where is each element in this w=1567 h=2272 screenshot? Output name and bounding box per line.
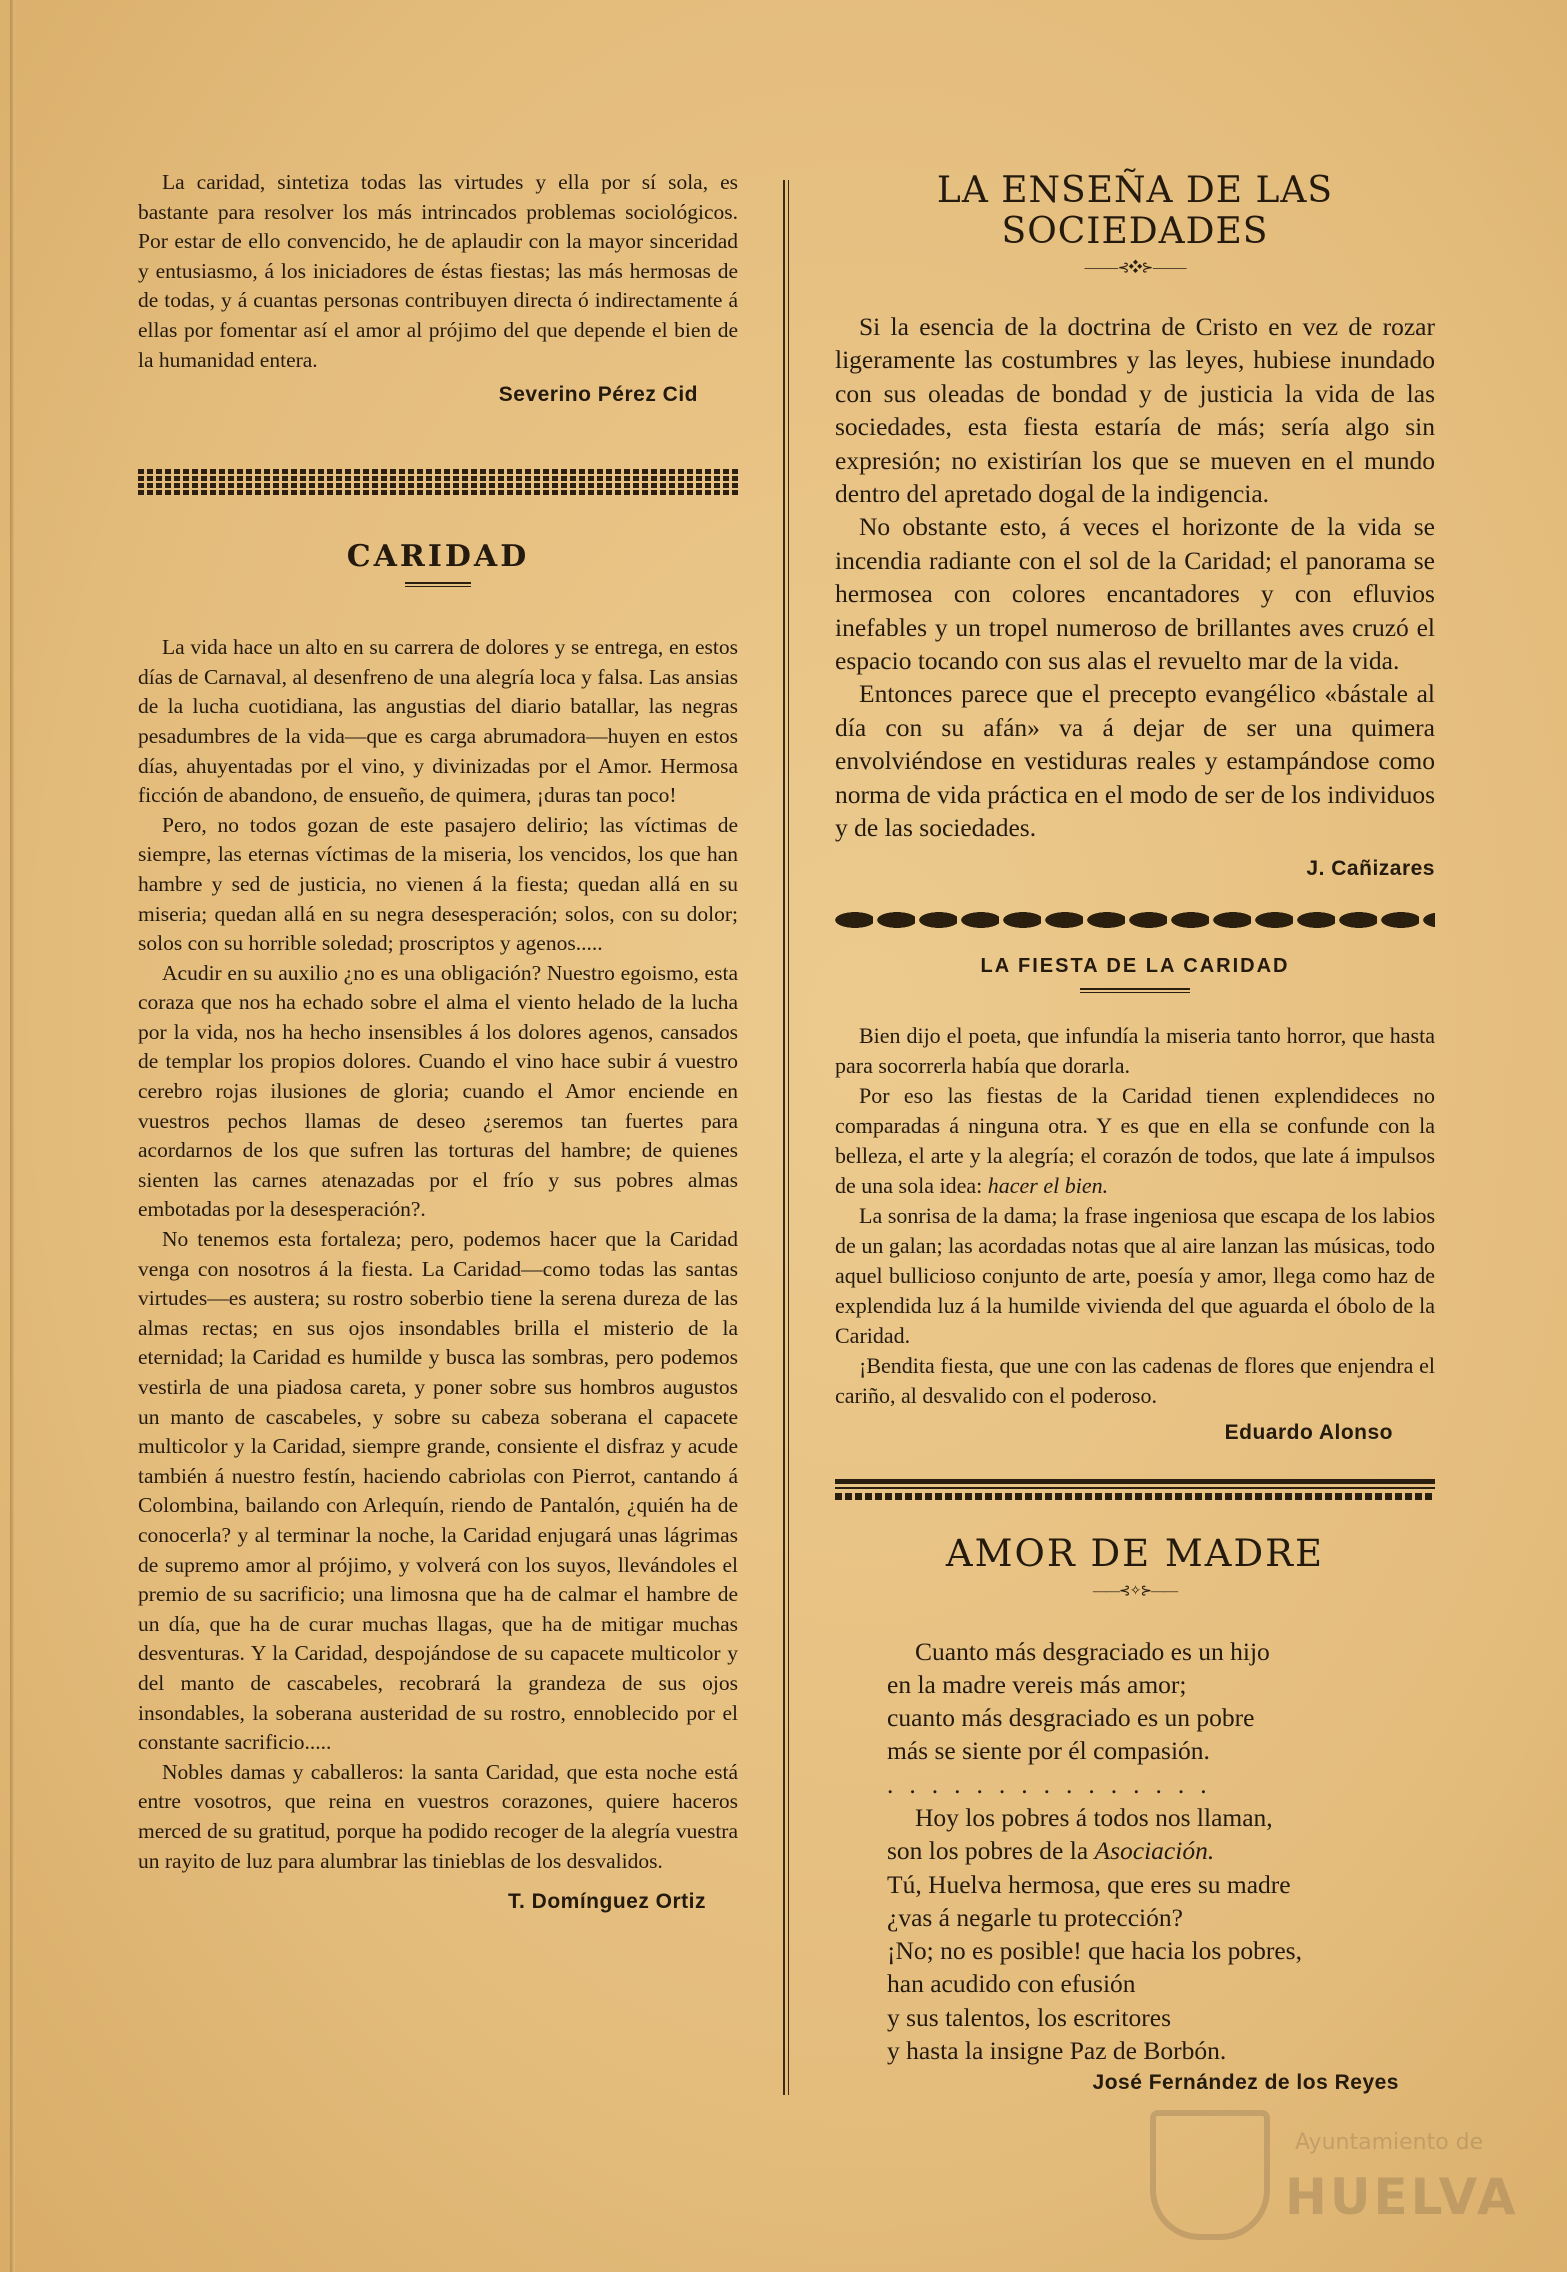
caridad-title: CARIDAD [346, 539, 530, 575]
title-underline [1080, 988, 1190, 993]
dashed-rule [835, 1493, 1435, 1500]
poem-line: en la madre vereis más amor; [887, 1669, 1187, 1699]
ensena-paragraph-1: Si la esencia de la doctrina de Cristo en vez de rozar ligeramente las costumbres y las leyes, hubiese inundado con sus oleadas de bondad y de justicia la vida de las sociedades, esta fiesta estaría de más; sería algo sin expresión; no existirían los que se mueven en el mundo dentro del apretado dogal de la indigencia. [835, 312, 1435, 509]
fiesta-paragraph-2 [835, 1081, 1435, 1201]
amor-poem [835, 1635, 1435, 2068]
title-underline [405, 582, 471, 587]
caridad-paragraph-4: No tenemos esta fortaleza; pero, podemos hacer que la Caridad venga con nosotros á la fiesta. La Caridad—como todas las santas virtudes—es austera; su rostro soberbio tiene la serena dureza de las almas rectas; en sus ojos insondables brilla el misterio de la eternidad; la Caridad es humilde y busca las sombras, pero podemos vestirla de una piadosa careta, y poner sobre sus hombros augustos un manto de cascabeles, y sobre su cabeza soberana el capacete multicolor y la Caridad, siempre grande, consiente el disfraz y acude también á nuestro festín, haciendo cabriolas con Pierrot, cantando á Colombina, bailando con Arlequín, riendo de Pantalón, ¿quién ha de conocerla? y al terminar la noche, la Caridad enjugará unas lágrimas de supremo amor al prójimo, y volverá con los suyos, llevándoles el premio de su sacrificio; una limosna que ha de calmar el hambre de un día, que ha de curar muchas llagas, que ha de mitigar muchas desventuras. Y la Caridad, despojándose de su capacete multicolor y del manto de cascabeles, recobrará la grandeza de sus ojos insondables, la soberana austeridad de su rostro, ennoblecido por el constante sacrificio..... [138, 1227, 738, 1755]
caridad-paragraph-1: La vida hace un alto en su carrera de dolores y se entrega, en estos días de Carnaval, al desenfreno de una alegría loca y falsa. Las ansias de la lucha cuotidiana, las angustias del diario batallar, las negras pesadumbres de la vida—que es carga abrumadora—huyen en estos días, ahuyentadas por el vino, y divinizadas por el Amor. Hermosa ficción de abandono, de ensueño, de quimera, ¡duras tan poco! [138, 635, 738, 808]
title-ornament: ——⊰✧⊱—— [1092, 1583, 1178, 1599]
right-column [835, 168, 1435, 2095]
amor-signature: José Fernández de los Reyes [1092, 2071, 1399, 2095]
poem-line: Cuanto más desgraciado es un hijo [915, 1636, 1270, 1666]
fiesta-title: LA FIESTA DE LA CARIDAD [980, 954, 1290, 977]
poem-line: y hasta la insigne Paz de Borbón. [887, 2036, 1227, 2066]
title-ornament: ⸻⊰❖⊱⸻ [1083, 261, 1187, 276]
caridad-signature: T. Domínguez Ortiz [508, 1890, 706, 1914]
poem-line: cuanto más desgraciado es un pobre [887, 1703, 1255, 1733]
poem-line-text: son los pobres de la [887, 1836, 1089, 1866]
poem-line: Tú, Huelva hermosa, que eres su madre [887, 1869, 1291, 1899]
ensena-paragraph-2: No obstante esto, á veces el horizonte de la vida se incendia radiante con el sol de la Caridad; el panorama se hermosea con colores encantadores y con efluvios inefables y un tropel numeroso de brillantes aves cruzó el espacio tocando con sus alas el revuelto mar de la vida. [835, 512, 1435, 676]
shield-icon [1150, 2110, 1270, 2240]
column-divider [783, 180, 789, 2095]
archive-watermark [1150, 2110, 1519, 2240]
intro-signature: Severino Pérez Cid [498, 383, 698, 407]
fiesta-paragraph-2-text: Por eso las fiestas de la Caridad tienen explendideces no comparadas á ninguna otra. Y es que en ella se confunde con la belleza, el arte y la alegría; el corazón de todos, que late á impulsos de una sola idea: [835, 1082, 1435, 1198]
fiesta-body [835, 1021, 1435, 1411]
ensena-paragraph-3: Entonces parece que el precepto evangélico «bástale al día con su afán» va á dejar de ser una quimera envolviéndose en vestiduras reales y estampándose como norma de vida práctica en el modo de ser de los individuos y de las sociedades. [835, 679, 1435, 843]
poem-line: más se siente por él compasión. [887, 1736, 1210, 1766]
poem-ellipsis: ............... [887, 1769, 1223, 1799]
poem-line: y sus talentos, los escritores [887, 2002, 1171, 2032]
poem-line: han acudido con efusión [887, 1969, 1136, 1999]
fiesta-signature: Eduardo Alonso [1224, 1420, 1393, 1444]
intro-paragraph: La caridad, sintetiza todas las virtudes y ella por sí sola, es bastante para resolver los más intrincados problemas sociológicos. Por estar de ello convencido, he de aplaudir con la mayor sinceridad y entusiasmo, á los iniciadores de éstas fiestas; las más hermosas de de todas, y á cuantas personas contribuyen directa ó indirectamente á ellas por fomentar así el amor al prójimo del que depende el bien de la humanidad entera. [138, 170, 738, 372]
fiesta-emphasis: hacer el bien. [987, 1172, 1109, 1198]
poem-line [887, 1834, 1435, 1867]
caridad-paragraph-5: Nobles damas y caballeros: la santa Caridad, que esta noche está entre vosotros, que reina en vuestros corazones, quiere haceros merced de su gratitud, porque ha podido recoger de la alegría vuestra un rayito de luz para alumbrar las tinieblas de los desvalidos. [138, 1759, 738, 1873]
poem-line: Hoy los pobres á todos nos llaman, [915, 1802, 1273, 1832]
ornamental-rule [138, 469, 738, 495]
fiesta-paragraph-3: La sonrisa de la dama; la frase ingeniosa que escapa de los labios de un galan; las acordadas notas que al aire lanzan las músicas, todo aquel bullicioso conjunto de arte, poesía y amor, llega como haz de explendida luz á la humilde vivienda del que aguarda el óbolo de la Caridad. [835, 1202, 1435, 1348]
watermark-line-2: HUELVA [1285, 2168, 1519, 2226]
fiesta-paragraph-4: ¡Bendita fiesta, que une con las cadenas de flores que enjendra el cariño, al desvalido con el poderoso. [835, 1352, 1435, 1408]
ensena-body [835, 310, 1435, 845]
watermark-line-1: Ayuntamiento de [1295, 2130, 1484, 2155]
ensena-signature: J. Cañizares [1306, 856, 1435, 880]
caridad-body [138, 633, 738, 1876]
amor-title: AMOR DE MADRE [945, 1531, 1325, 1575]
page-fold [10, 0, 15, 2272]
poem-line: ¡No; no es posible! que hacia los pobres, [887, 1936, 1302, 1966]
left-column [138, 168, 738, 1914]
caridad-paragraph-3: Acudir en su auxilio ¿no es una obligación? Nuestro egoismo, esta coraza que nos ha echado sobre el alma el viento helado de la lucha por la vida, nos ha hecho insensibles á los dolores agenos, cansados de templar los propios dolores. Cuando el vino hace subir á vuestro cerebro rojas ilusiones de gloria; cuando el Amor enciende en vuestros pechos llamas de deseo ¿seremos tan fuertes para acordarnos de los que sufren las torturas del hambre; de quienes sienten las carnes atenazadas por el frío y sus pobres almas embotadas por la desesperación?. [138, 960, 738, 1222]
double-rule [835, 1479, 1435, 1489]
fiesta-paragraph-1: Bien dijo el poeta, que infundía la miseria tanto horror, que hasta para socorrerla había que dorarla. [835, 1022, 1435, 1078]
diamond-rule [835, 911, 1435, 929]
caridad-paragraph-2: Pero, no todos gozan de este pasajero delirio; las víctimas de siempre, las eternas víctimas de la miseria, los vencidos, los que han hambre y sed de justicia, no vienen á la fiesta; quedan allá en su miseria; quedan allá en su negra desesperación; solos, con su dolor; solos con su horrible soledad; proscriptos y agenos..... [138, 812, 738, 956]
poem-emphasis: Asociación. [1094, 1836, 1215, 1866]
ensena-title: LA ENSEÑA DE LAS SOCIEDADES [936, 170, 1334, 252]
poem-line: ¿vas á negarle tu protección? [887, 1902, 1183, 1932]
